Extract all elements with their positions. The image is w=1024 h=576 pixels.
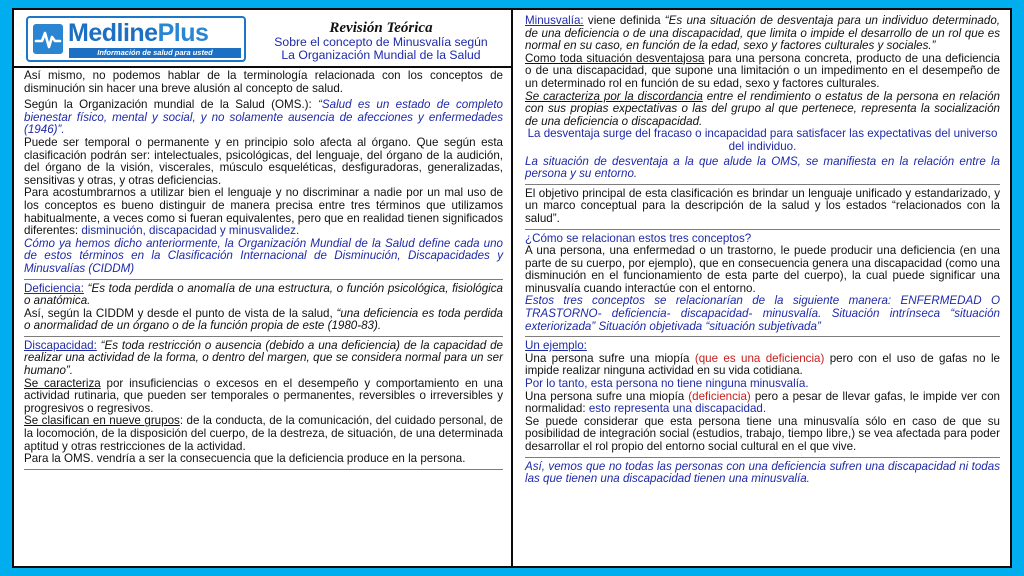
example-heading: Un ejemplo: [525,339,587,353]
section-divider [24,469,503,470]
heartbeat-icon [33,24,63,54]
header [24,14,503,70]
discapacidad-definition: Discapacidad: “Es toda restricción o ausencia (debido a una deficiencia) de la capacidad de realizar una actividad de la forma, o dentro del margen, que se considera normal para un ser humano”. [24,338,503,378]
page-frame [12,8,1012,568]
deficiencia-definition: Deficiencia: “Es toda perdida o anomalía de una estructura, o función psicológica, fisiológica o anatómica. [24,281,503,308]
minusvalia-definition: Minusvalía: viene definida “Es una situación de desventaja para un individuo determinado, de una deficiencia o de una discapacidad, que limita o impide el desarrollo de un rol que es normal en su caso, en función de la edad, sexo y factores culturales y sociales.” [525,14,1000,53]
logo-tagline: Información de salud para usted [69,48,241,58]
example-1: Una persona sufre una miopía (que es una deficiencia) pero con el uso de gafas no le impide realizar ninguna actividad en su vida cotidiana. [525,351,1000,378]
medlineplus-logo [26,16,246,62]
discapacidad-oms: Para la OMS. vendría a ser la consecuencia que la deficiencia produce en la persona. [24,452,466,466]
terminology-paragraph: Para acostumbrarnos a utilizar bien el lenguaje y no discriminar a nadie por un mal uso de los conceptos es bueno distinguir de manera precisa entre tres términos que utilizamos habitualmente, a veces como si fueran equivalentes, pero que en realidad tienen significados diferentes: disminución, discapacidad y minusvalidez. [24,186,503,238]
right-column [511,10,1010,566]
minusvalia-disadvantage: La desventaja surge del fracaso o incapacidad para satisfacer las expectativas del universo del individuo. [527,127,998,153]
minusvalia-discordance: Se caracteriza por la discordancia entre el rendimiento o estatus de la persona en relación con sus propias expectativas o las del grupo al que pertenece, representa la socialización de una deficiencia o discapacidad. [525,89,1000,128]
section-divider [525,457,1000,458]
relation-explanation: A una persona, una enfermedad o un trastorno, le puede producir una deficiencia (en una parte de su cuerpo, por ejemplo), que en consecuencia genera una discapacidad (como una disminución en el funcionamiento de esta parte del cuerpo), la cual puede significar una minusvalía cuando interactúe con el entorno. [525,244,1000,295]
section-divider [525,336,1000,337]
intro-paragraph: Así mismo, no podemos hablar de la terminología relacionada con los conceptos de disminución sin hacer una breve alusión al concepto de salud. [24,69,503,95]
page-subtitle-line-2: La Organización Mundial de la Salud [281,47,481,62]
section-divider [525,184,1000,185]
relation-question: ¿Cómo se relacionan estos tres conceptos? [525,231,752,245]
example-3: Se puede considerar que esta persona tiene una minusvalía sólo en caso de que su posibilidad de integración social (estudios, trabajo, tiempo libre,) se vea afectada para poder desarrollar el rol propio del entorno social cultural en el que vive. [525,414,1000,453]
discapacidad-groups: Se clasifican en nueve grupos: de la conducta, de la comunicación, del cuidado personal, de la locomoción, de la disposición del cuerpo, de la destreza, de situación, de una determinada aptitud y otras restricciones de la actividad. [24,414,503,453]
section-divider [24,279,503,280]
deficiency-types-paragraph: Puede ser temporal o permanente y en principio solo afecta al órgano. Que según esta clasificación podrán ser: intelectuales, psicológicas, del lenguaje, del órgano de la audición, del órgano de la visión, viscerales, músculo esqueléticas, desfiguradoras, generalizadas, sensitivas y otras, y otras deficiencias. [24,135,503,187]
logo-name: MedlinePlus [68,19,209,47]
objective-paragraph: El objetivo principal de esta clasificación es brindar un lenguaje unificado y estandarizado, y un marco conceptual para la descripción de la salud y los estados “relacionados con la salud”. [525,186,1000,225]
relation-scheme: Estos tres conceptos se relacionarían de la siguiente manera: ENFERMEDAD O TRASTORNO- deficiencia- discapacidad- minusvalía. Situación intrínseca “situación exteriorizada” Situación objetivada “situación subjetivada” [525,294,1000,333]
minusvalia-oms: La situación de desventaja a la que alude la OMS, se manifiesta en la relación entre la persona y su entorno. [525,154,1000,181]
discapacidad-characteristics: Se caracteriza por insuficiencias o excesos en el desempeño y comportamiento en una actividad rutinaria, que pueden ser temporales o permanentes, reversibles o irreversibles y progresivos o regresivos. [24,376,503,415]
deficiencia-ciddm: Así, según la CIDDM y desde el punto de vista de la salud, “una deficiencia es toda perdida o anormalidad de un órgano o de la función propia de este (1980-83). [24,306,503,333]
ciddm-paragraph: Cómo ya hemos dicho anteriormente, la Organización Mundial de la Salud define cada uno de estos términos en la Clasificación Internacional de Disminución, Discapacidades y Minusvalías (CIDDM) [24,236,503,275]
minusvalia-situation: Como toda situación desventajosa para una persona concreta, producto de una deficiencia o de una discapacidad, que supone una limitación o un impedimento en el desempeño de un determinado rol en función de su edad, sexo y factores culturales. [525,51,1000,90]
example-1-conclusion: Por lo tanto, esta persona no tiene ninguna minusvalía. [525,377,809,391]
section-divider [525,229,1000,230]
title-block [250,20,511,62]
page-title: Revisión Teórica [329,20,433,36]
final-conclusion: Así, vemos que no todas las personas con una deficiencia sufren una discapacidad ni todas las que tienen una discapacidad tienen una minusvalía. [525,459,1000,486]
oms-health-definition: Según la Organización mundial de la Salud (OMS.): “Salud es un estado de completo bienestar físico, mental y social, y no solamente ausencia de afecciones y enfermedades (1946)”. [24,98,503,137]
section-divider [24,336,503,337]
left-column [14,10,511,566]
header-divider [14,66,511,68]
example-2: Una persona sufre una miopía (deficiencia) pero a pesar de llevar gafas, le impide ver con normalidad: esto representa una discapacidad. [525,389,1000,416]
page-subtitle-line-1: Sobre el concepto de Minusvalía según [274,35,488,49]
